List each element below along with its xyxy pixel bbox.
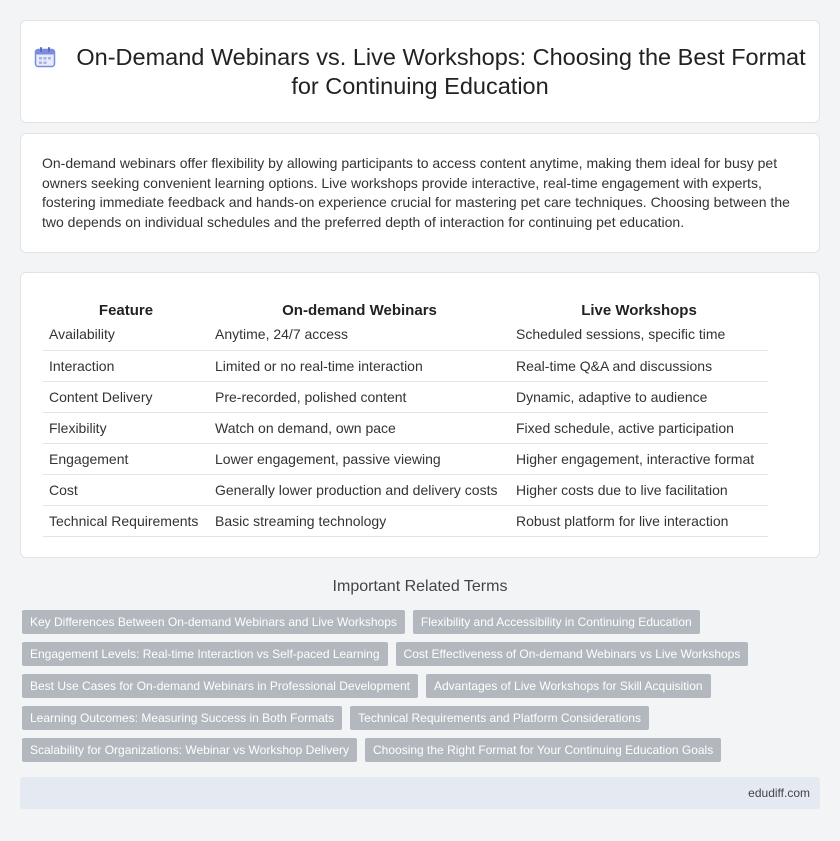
- related-term-tag[interactable]: Best Use Cases for On-demand Webinars in Professional Development: [22, 674, 418, 698]
- table-row: [43, 443, 768, 474]
- table-cell: Flexibility: [43, 412, 209, 443]
- table-cell: Lower engagement, passive viewing: [209, 443, 510, 474]
- page-title: On-Demand Webinars vs. Live Workshops: Choosing the Best Format for Continuing Education: [76, 44, 806, 99]
- table-cell: Watch on demand, own pace: [209, 412, 510, 443]
- table-cell: Availability: [43, 319, 209, 350]
- table-cell: Fixed schedule, active participation: [510, 412, 768, 443]
- table-row: [43, 381, 768, 412]
- related-terms-list: [22, 610, 812, 762]
- table-cell: Pre-recorded, polished content: [209, 381, 510, 412]
- related-term-tag[interactable]: Scalability for Organizations: Webinar vs Workshop Delivery: [22, 738, 357, 762]
- column-header-live: Live Workshops: [581, 302, 697, 319]
- related-term-tag[interactable]: Choosing the Right Format for Your Continuing Education Goals: [365, 738, 721, 762]
- table-cell: Dynamic, adaptive to audience: [510, 381, 768, 412]
- column-header-on-demand: On-demand Webinars: [282, 302, 437, 319]
- related-term-tag[interactable]: Key Differences Between On-demand Webinars and Live Workshops: [22, 610, 405, 634]
- table-cell: Technical Requirements: [43, 505, 209, 536]
- table-cell: Engagement: [43, 443, 209, 474]
- summary-card: [20, 133, 820, 253]
- column-header-feature: Feature: [98, 302, 154, 319]
- table-cell: Content Delivery: [43, 381, 209, 412]
- table-cell: Cost: [43, 474, 209, 505]
- calendar-icon: [34, 46, 56, 68]
- table-cell: Higher costs due to live facilitation: [510, 474, 768, 505]
- table-row: [43, 412, 768, 443]
- summary-text: On-demand webinars offer flexibility by allowing participants to access content anytime, making them ideal for busy pet owners seeking convenient learning options. Live workshops provide interactive, real-time engagement with experts, fostering immediate feedback and hands-on experience crucial for mastering pet care techniques. Choosing between the two depends on individual schedules and the preferred depth of interaction for continuing pet education.: [42, 155, 790, 230]
- related-term-tag[interactable]: Advantages of Live Workshops for Skill Acquisition: [426, 674, 711, 698]
- table-cell: Real-time Q&A and discussions: [510, 350, 768, 381]
- table-cell: Basic streaming technology: [209, 505, 510, 536]
- comparison-card: [20, 272, 820, 558]
- table-row: [43, 505, 768, 536]
- table-cell: Anytime, 24/7 access: [209, 319, 510, 350]
- table-cell: Generally lower production and delivery costs: [209, 474, 510, 505]
- table-row: [43, 474, 768, 505]
- table-cell: Scheduled sessions, specific time: [510, 319, 768, 350]
- table-cell: Higher engagement, interactive format: [510, 443, 768, 474]
- related-terms-heading: Important Related Terms: [332, 578, 508, 595]
- related-term-tag[interactable]: Engagement Levels: Real-time Interaction vs Self-paced Learning: [22, 642, 388, 666]
- table-row: [43, 319, 768, 350]
- related-term-tag[interactable]: Cost Effectiveness of On-demand Webinars vs Live Workshops: [396, 642, 749, 666]
- footer-brand[interactable]: edudiff.com: [748, 786, 810, 800]
- table-row: [43, 350, 768, 381]
- comparison-table: [43, 295, 768, 537]
- title-wrap: [21, 43, 819, 101]
- table-cell: Limited or no real-time interaction: [209, 350, 510, 381]
- related-term-tag[interactable]: Learning Outcomes: Measuring Success in Both Formats: [22, 706, 342, 730]
- related-term-tag[interactable]: Technical Requirements and Platform Considerations: [350, 706, 649, 730]
- related-term-tag[interactable]: Flexibility and Accessibility in Continuing Education: [413, 610, 700, 634]
- header-card: [20, 20, 820, 123]
- table-cell: Interaction: [43, 350, 209, 381]
- footer-bar: [20, 777, 820, 809]
- table-header-row: [43, 295, 768, 319]
- table-cell: Robust platform for live interaction: [510, 505, 768, 536]
